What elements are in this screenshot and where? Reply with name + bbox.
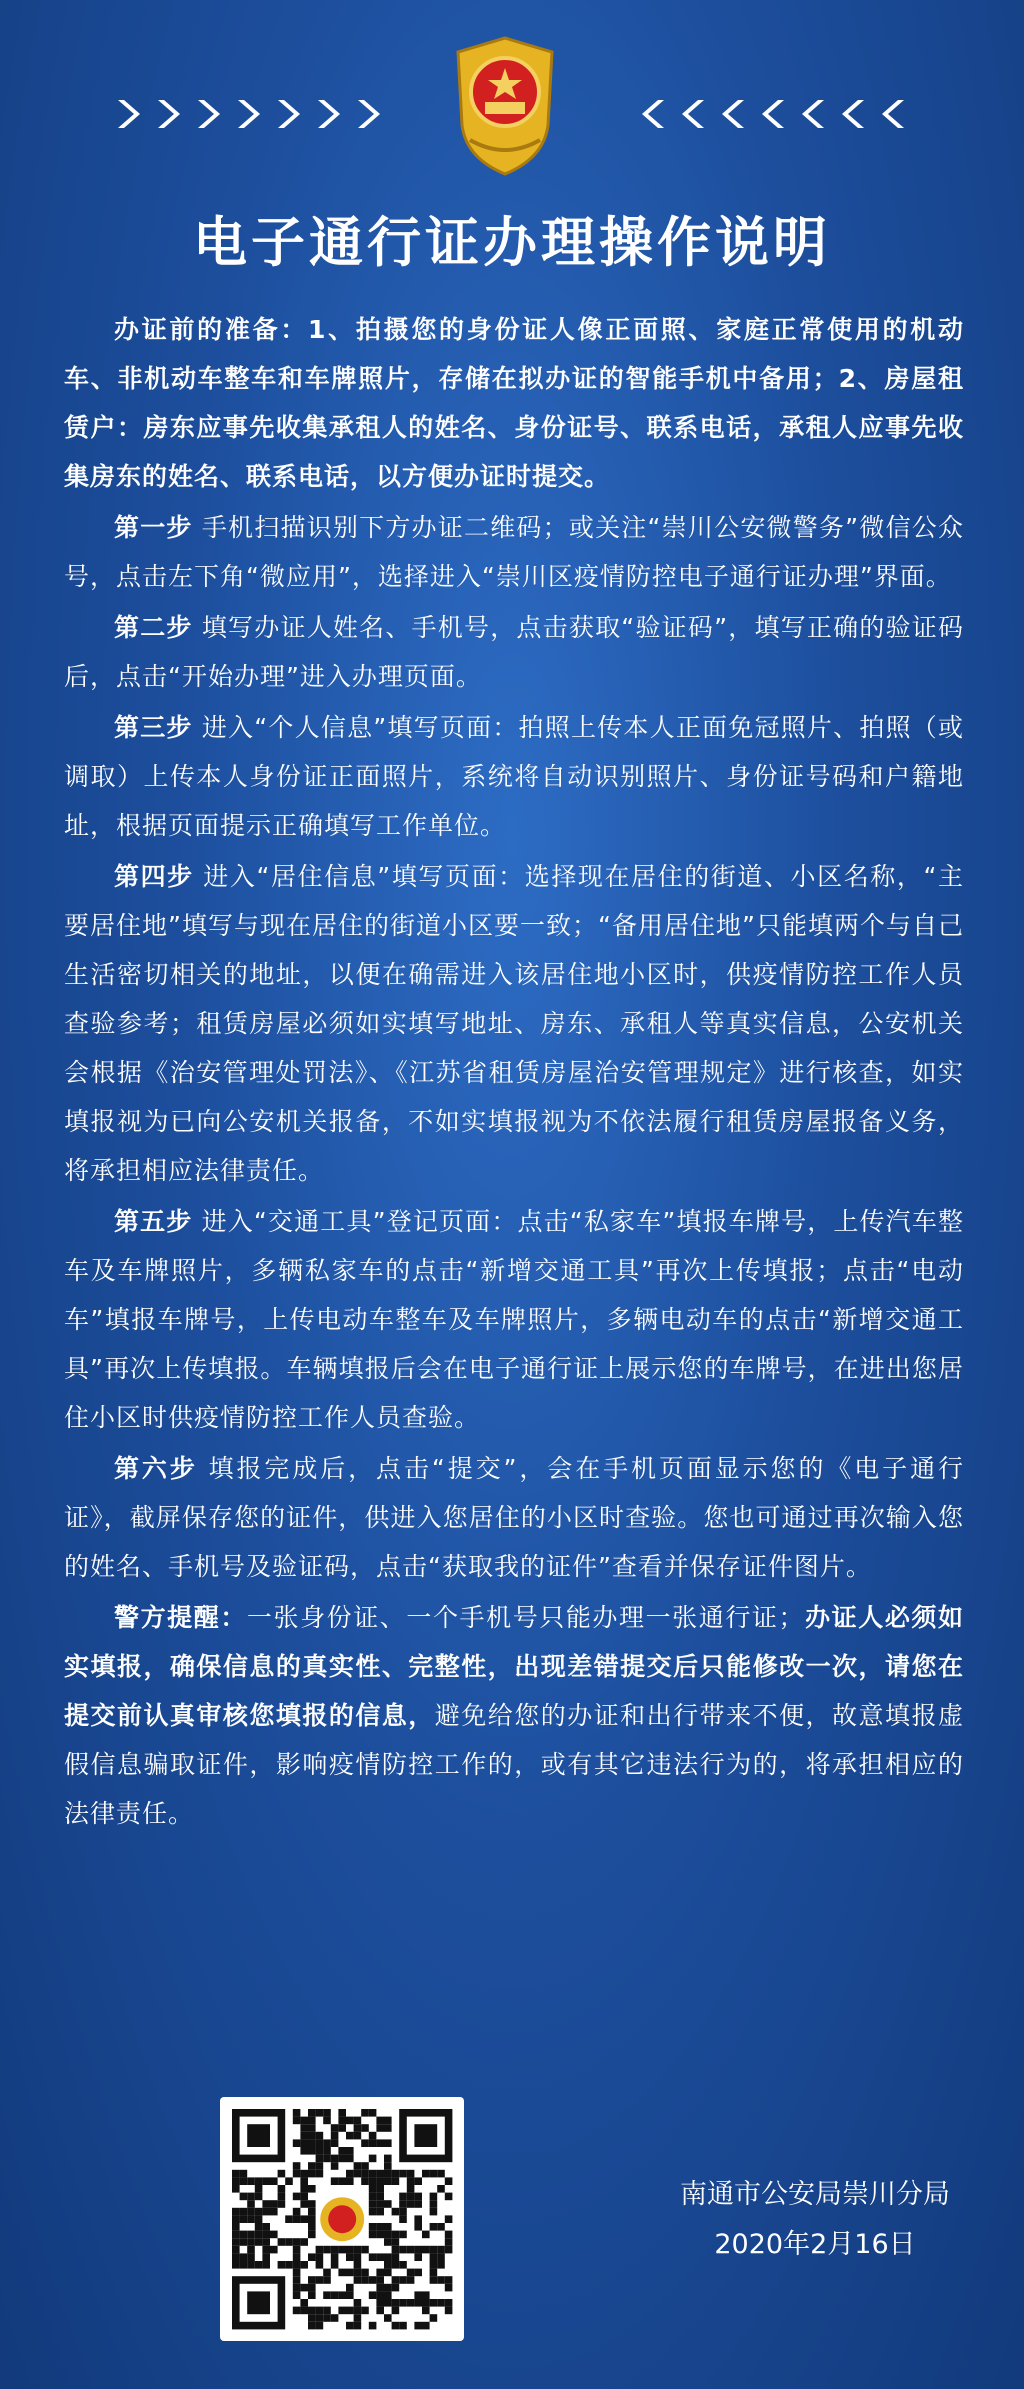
step-text: 进入“个人信息”填写页面：拍照上传本人正面免冠照片、拍照（或调取）上传本人身份证正面照片，系统将自动识别照片、身份证号码和户籍地址，根据页面提示正确填写工作单位。 xyxy=(64,713,964,840)
warning-text: 避免给您的办证和出行带来不便，故意填报虚假信息骗取证件，影响疫情防控工作的，或有其它违法行为的，将承担相应的法律责任。 xyxy=(64,1701,964,1828)
step-text: 进入“居住信息”填写页面：选择现在居住的街道、小区名称，“主要居住地”填写与现在居住的街道小区要一致；“备用居住地”只能填两个与自己生活密切相关的地址，以便在确需进入该居住地小区时，供疫情防控工作人员查验参考；租赁房屋必须如实填写地址、房东、承租人等真实信息，公安机关会根据《治安管理处罚法》、《江苏省租赁房屋治安管理规定》进行核查，如实填报视为已向公安机关报备，不如实填报视为不依法履行租赁房屋报备义务，将承担相应法律责任。 xyxy=(64,862,964,1185)
signature-organization: 南通市公安局崇川分局 xyxy=(680,2179,950,2210)
header xyxy=(0,0,1024,190)
instructions xyxy=(64,305,964,1840)
police-emblem-icon xyxy=(440,30,570,180)
warning-label: 警方提醒： xyxy=(114,1603,247,1632)
chevron-left-icon xyxy=(876,96,910,132)
chevron-left-icon xyxy=(836,96,870,132)
chevron-left-icon xyxy=(636,96,670,132)
step-5-paragraph xyxy=(64,1197,964,1442)
step-6-paragraph xyxy=(64,1444,964,1591)
step-text: 手机扫描识别下方办证二维码；或关注“崇川公安微警务”微信公众号，点击左下角“微应用”，选择进入“崇川区疫情防控电子通行证办理”界面。 xyxy=(64,513,964,591)
step-2-paragraph xyxy=(64,603,964,701)
page-title: 电子通行证办理操作说明 xyxy=(193,210,831,274)
chevron-right-icon xyxy=(192,96,226,132)
left-chevron-decoration xyxy=(112,96,386,132)
chevron-left-icon xyxy=(716,96,750,132)
signature-date: 2020年2月16日 xyxy=(714,2229,916,2260)
police-emblem-icon xyxy=(320,2197,364,2241)
chevron-left-icon xyxy=(756,96,790,132)
chevron-right-icon xyxy=(312,96,346,132)
step-label: 第一步 xyxy=(114,513,193,542)
chevron-left-icon xyxy=(796,96,830,132)
step-label: 第六步 xyxy=(114,1454,198,1483)
chevron-right-icon xyxy=(232,96,266,132)
preparation-paragraph: 办证前的准备：1、拍摄您的身份证人像正面照、家庭正常使用的机动车、非机动车整车和车牌照片，存储在拟办证的智能手机中备用；2、房屋租赁户：房东应事先收集承租人的姓名、身份证号、联系电话，承租人应事先收集房东的姓名、联系电话，以方便办证时提交。 xyxy=(64,315,964,491)
step-label: 第五步 xyxy=(114,1207,193,1236)
warning-text: 一张身份证、一个手机号只能办理一张通行证； xyxy=(246,1603,805,1632)
chevron-left-icon xyxy=(676,96,710,132)
chevron-right-icon xyxy=(272,96,306,132)
step-4-paragraph xyxy=(64,852,964,1195)
step-text: 填写办证人姓名、手机号，点击获取“验证码”，填写正确的验证码后，点击“开始办理”进入办理页面。 xyxy=(64,613,964,691)
chevron-right-icon xyxy=(352,96,386,132)
step-label: 第三步 xyxy=(114,713,193,742)
step-text: 填报完成后，点击“提交”，会在手机页面显示您的《电子通行证》，截屏保存您的证件，供进入您居住的小区时查验。您也可通过再次输入您的姓名、手机号及验证码，点击“获取我的证件”查看并保存证件图片。 xyxy=(64,1454,964,1581)
signature xyxy=(650,2170,980,2270)
step-label: 第二步 xyxy=(114,613,193,642)
step-1-paragraph xyxy=(64,503,964,601)
chevron-right-icon xyxy=(112,96,146,132)
warning-paragraph xyxy=(64,1593,964,1838)
qr-code[interactable] xyxy=(220,2097,464,2341)
step-3-paragraph xyxy=(64,703,964,850)
qr-code-icon xyxy=(220,2097,464,2341)
step-text: 进入“交通工具”登记页面：点击“私家车”填报车牌号，上传汽车整车及车牌照片，多辆私家车的点击“新增交通工具”再次上传填报；点击“电动车”填报车牌号，上传电动车整车及车牌照片，多辆电动车的点击“新增交通工具”再次上传填报。车辆填报后会在电子通行证上展示您的车牌号，在进出您居住小区时供疫情防控工作人员查验。 xyxy=(64,1207,964,1432)
chevron-right-icon xyxy=(152,96,186,132)
warning-emphasis: 办证人必须如实填报，确保信息的真实性、完整性，出现差错提交后只能修改一次，请您在提交前认真审核您填报的信息， xyxy=(64,1603,964,1730)
step-label: 第四步 xyxy=(114,862,194,891)
right-chevron-decoration xyxy=(636,96,910,132)
